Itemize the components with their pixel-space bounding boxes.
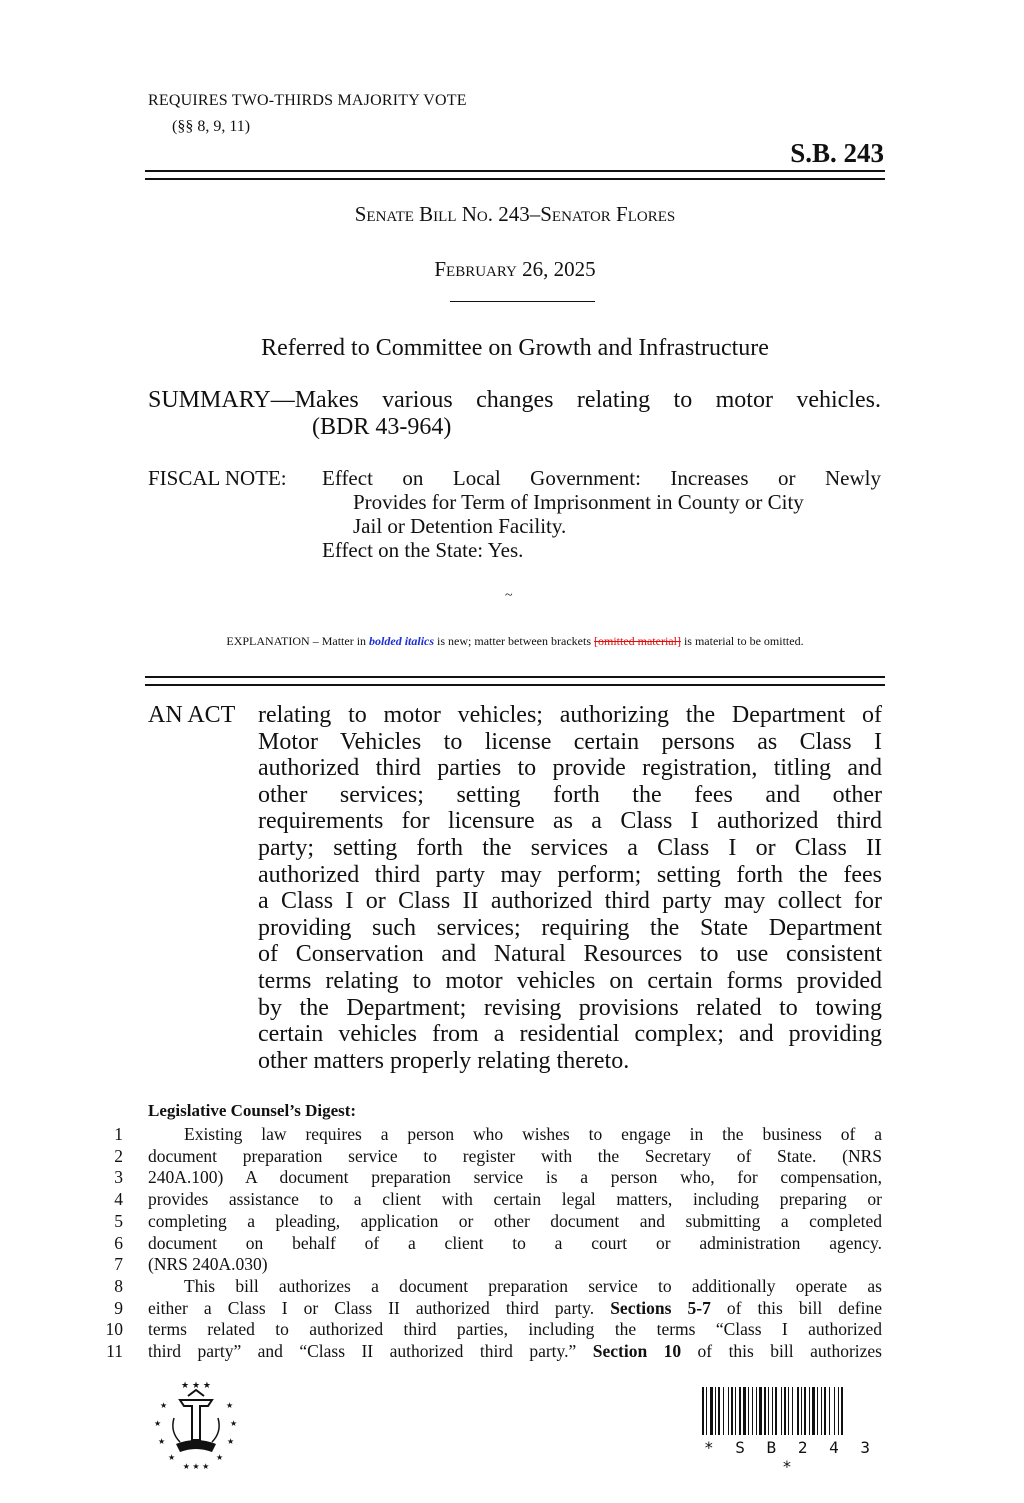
explanation-suffix: is material to be omitted.	[680, 634, 804, 648]
barcode-bar	[756, 1387, 757, 1435]
line-number: 7	[114, 1254, 123, 1275]
digest-line	[95, 1167, 882, 1189]
barcode-bar	[728, 1387, 729, 1435]
act-line: a Class I or Class II authorized third party may collect for	[258, 888, 882, 915]
barcode-bar	[817, 1387, 818, 1435]
digest-text: provides assistance to a client with certain legal matters, including preparing or	[148, 1189, 882, 1210]
explanation-middle: is new; matter between brackets	[434, 634, 594, 648]
barcode-text: * S B 2 4 3 *	[704, 1438, 876, 1476]
barcode-bar	[739, 1387, 741, 1435]
barcode-bar	[801, 1387, 802, 1435]
barcode-bar	[702, 1387, 704, 1435]
svg-text:★: ★	[230, 1419, 238, 1428]
svg-text:★: ★	[168, 1453, 176, 1462]
barcode-bar	[723, 1387, 724, 1435]
svg-text:★: ★	[154, 1419, 162, 1428]
line-number: 9	[114, 1297, 123, 1318]
line-number: 3	[114, 1167, 123, 1188]
bill-date: February 26, 2025	[434, 257, 596, 281]
barcode-bar	[748, 1387, 749, 1435]
act-lead: AN ACT	[148, 702, 236, 728]
barcode-bar	[752, 1387, 753, 1435]
line-number: 4	[114, 1189, 123, 1210]
vote-requirement: REQUIRES TWO-THIRDS MAJORITY VOTE	[148, 92, 467, 109]
digest-text-part: either a Class I or Class II authorized third party.	[148, 1297, 611, 1318]
digest-text: terms related to authorized third parties, including the terms “Class I authorized	[148, 1319, 882, 1340]
line-number: 1	[114, 1124, 123, 1144]
barcode-bar	[788, 1387, 789, 1435]
act-line: requirements for licensure as a Class I authorized third	[258, 808, 882, 835]
act-line: terms relating to motor vehicles on certain forms provided	[258, 967, 882, 994]
fiscal-note-label: FISCAL NOTE:	[148, 466, 287, 490]
barcode-bar	[715, 1387, 716, 1435]
digest-line	[95, 1319, 882, 1341]
barcode-bar	[735, 1387, 736, 1435]
line-number: 6	[114, 1232, 123, 1253]
summary-bdr: (BDR 43-964)	[312, 414, 452, 440]
digest-text: 240A.100) A document preparation service is a person who, for compensation,	[148, 1167, 882, 1188]
barcode-bar	[834, 1387, 835, 1435]
bill-number: S.B. 243	[790, 138, 884, 168]
act-double-rule	[145, 676, 885, 686]
summary	[148, 387, 881, 441]
barcode-bar	[772, 1387, 773, 1435]
digest-line	[95, 1124, 882, 1146]
explanation	[145, 634, 885, 649]
section-reference: Sections 5-7	[610, 1297, 711, 1318]
svg-text:★: ★	[160, 1401, 168, 1410]
act-line: of Conservation and Natural Resources to use consistent	[258, 941, 882, 968]
svg-text:★: ★	[216, 1453, 224, 1462]
act-title	[148, 702, 882, 1074]
digest-text: document on behalf of a client to a court or administration agency.	[148, 1232, 882, 1253]
header-double-rule	[145, 170, 885, 180]
digest-text-part: of this bill authorizes	[681, 1341, 882, 1362]
act-line: authorized third party may perform; setting forth the fees	[258, 861, 882, 888]
barcode-bar	[824, 1387, 826, 1435]
barcode-bar	[841, 1387, 843, 1435]
digest-heading: Legislative Counsel’s Digest:	[148, 1101, 357, 1120]
digest-line	[95, 1211, 882, 1233]
barcode-bar	[812, 1387, 815, 1435]
barcode-icon	[702, 1387, 878, 1435]
digest-line	[95, 1341, 882, 1363]
svg-text:★: ★	[158, 1437, 166, 1446]
act-line: other services; setting forth the fees and other	[258, 781, 882, 808]
line-number: 2	[114, 1145, 123, 1166]
act-line: other matters properly relating thereto.	[258, 1047, 630, 1074]
barcode-bar	[706, 1387, 707, 1435]
barcode-bar	[775, 1387, 777, 1435]
barcode-bar	[710, 1387, 713, 1435]
act-line: by the Department; revising provisions related to towing	[258, 994, 882, 1021]
act-line: providing such services; requiring the State Department	[258, 914, 882, 941]
digest-text: (NRS 240A.030)	[148, 1254, 268, 1275]
barcode-bar	[768, 1387, 769, 1435]
digest-text: This bill authorizes a document preparation service to additionally operate as	[184, 1275, 882, 1296]
digest-text: document preparation service to register with the Secretary of State. (NRS	[148, 1145, 882, 1166]
digest-line	[95, 1146, 882, 1168]
barcode-bar	[731, 1387, 733, 1435]
title-divider	[450, 301, 595, 302]
barcode-bar	[821, 1387, 822, 1435]
barcode-bar	[829, 1387, 830, 1435]
digest-line	[95, 1189, 882, 1211]
barcode-bar	[759, 1387, 762, 1435]
barcode-bar	[792, 1387, 793, 1435]
explanation-prefix: EXPLANATION – Matter in	[226, 634, 370, 648]
line-number: 11	[106, 1341, 123, 1362]
digest-text	[148, 1298, 882, 1320]
act-line: relating to motor vehicles; authorizing the Department of	[258, 702, 882, 728]
barcode-bar	[743, 1387, 746, 1435]
act-line: party; setting forth the services a Class I or Class II	[258, 834, 882, 861]
digest-text-part: of this bill define	[710, 1297, 882, 1318]
fiscal-note-line: Effect on Local Government: Increases or Newly	[322, 466, 881, 490]
svg-text:★: ★	[227, 1437, 235, 1446]
barcode-bar	[784, 1387, 786, 1435]
section-reference: Section 10	[592, 1341, 682, 1362]
sections-reference: (§§ 8, 9, 11)	[172, 118, 251, 135]
digest-body	[95, 1124, 882, 1363]
svg-text:★: ★	[226, 1401, 234, 1410]
digest-text	[148, 1341, 882, 1363]
digest-text: completing a pleading, application or other document and submitting a completed	[148, 1210, 882, 1231]
barcode-bar	[838, 1387, 839, 1435]
fiscal-note	[148, 466, 881, 562]
digest-text-part: third party” and “Class II authorized third party.”	[148, 1341, 593, 1362]
barcode-bar	[781, 1387, 782, 1435]
summary-line: SUMMARY—Makes various changes relating to motor vehicles.	[148, 387, 881, 413]
explanation-new-text: bolded italics	[369, 634, 435, 648]
barcode-bar	[797, 1387, 799, 1435]
fiscal-note-line: Jail or Detention Facility.	[353, 514, 567, 538]
tilde-mark: ~	[505, 588, 513, 603]
barcode-bar	[809, 1387, 810, 1435]
barcode-bar	[718, 1387, 720, 1435]
barcode-bar	[764, 1387, 766, 1435]
act-line: Motor Vehicles to license certain persons as Class I	[258, 728, 882, 755]
digest-line	[95, 1298, 882, 1320]
svg-text:★ ★ ★: ★ ★ ★	[181, 1381, 211, 1391]
fiscal-note-line: Provides for Term of Imprisonment in County or City	[353, 490, 804, 514]
act-line: certain vehicles from a residential complex; and providing	[258, 1021, 882, 1048]
act-line: authorized third parties to provide registration, titling and	[258, 755, 882, 782]
committee-referral: Referred to Committee on Growth and Infrastructure	[261, 335, 769, 361]
digest-line	[95, 1276, 882, 1298]
digest-text: Existing law requires a person who wishes to engage in the business of a	[184, 1124, 882, 1144]
digest-line	[95, 1254, 882, 1276]
nevada-seal-icon	[150, 1378, 242, 1470]
explanation-omitted-text: [omitted material]	[593, 634, 681, 648]
line-number: 10	[105, 1319, 123, 1340]
fiscal-note-state-effect: Effect on the State: Yes.	[322, 538, 524, 562]
bill-title: Senate Bill No. 243–Senator Flores	[354, 202, 676, 226]
barcode-bar	[804, 1387, 806, 1435]
line-number: 8	[114, 1275, 123, 1296]
digest-line	[95, 1233, 882, 1255]
svg-text:★ ★ ★: ★ ★ ★	[182, 1462, 210, 1470]
line-number: 5	[114, 1210, 123, 1231]
